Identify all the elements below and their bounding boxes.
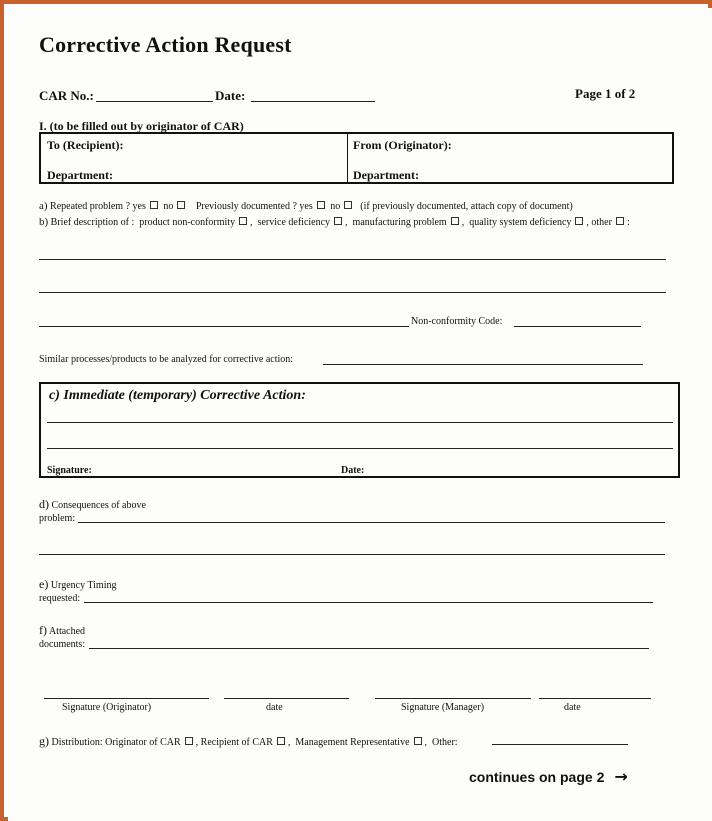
brief-description-label: Brief description of :	[50, 217, 135, 228]
documented-yes-checkbox[interactable]	[317, 201, 325, 209]
distribution-originator-checkbox[interactable]	[185, 737, 193, 745]
other-checkbox[interactable]	[616, 217, 624, 225]
immediate-signature-label: Signature:	[47, 465, 92, 476]
product-nonconformity-checkbox[interactable]	[239, 217, 247, 225]
attach-copy-note: (if previously documented, attach copy of document)	[360, 201, 573, 212]
quality-system-label: quality system deficiency	[469, 217, 572, 228]
distribution-other-field[interactable]	[492, 744, 628, 745]
manager-signature-label: Signature (Manager)	[401, 702, 485, 713]
documented-no-checkbox[interactable]	[344, 201, 352, 209]
urgency-text: Urgency Timing	[50, 580, 117, 591]
repeated-no-label: no	[163, 201, 174, 212]
immediate-date-label: Date:	[341, 465, 365, 476]
similar-processes-label: Similar processes/products to be analyzed for corrective action:	[39, 354, 294, 365]
section-d-prefix: d)	[39, 497, 49, 511]
department-left-label: Department:	[47, 168, 113, 182]
consequences-label-1	[39, 497, 146, 512]
manager-date-field[interactable]	[539, 698, 651, 699]
immediate-action-line-2[interactable]	[47, 448, 673, 449]
distribution-other-label: Other:	[432, 737, 458, 748]
section-e-prefix: e)	[39, 577, 49, 591]
description-line-3[interactable]	[39, 326, 409, 327]
immediate-action-box	[39, 382, 680, 478]
nonconformity-code-label: Non-conformity Code:	[411, 316, 503, 327]
documented-no-label: no	[330, 201, 341, 212]
distribution-mgmt-rep-label: Management Representative	[295, 737, 410, 748]
date-field[interactable]	[251, 101, 375, 102]
nonconformity-code-field[interactable]	[514, 326, 641, 327]
urgency-label-2: requested:	[39, 593, 81, 604]
urgency-field[interactable]	[84, 602, 653, 603]
immediate-action-line-1[interactable]	[47, 422, 673, 423]
page-indicator: Page 1 of 2	[575, 86, 636, 101]
similar-processes-field[interactable]	[323, 364, 643, 365]
consequences-text: Consequences of above	[51, 500, 146, 511]
description-line-2[interactable]	[39, 292, 666, 293]
form-title: Corrective Action Request	[39, 32, 292, 57]
originator-signature-label: Signature (Originator)	[62, 702, 152, 713]
originator-date-label: date	[266, 702, 283, 713]
manufacturing-problem-checkbox[interactable]	[451, 217, 459, 225]
date-label: Date:	[215, 88, 246, 103]
continues-note	[469, 767, 628, 786]
form-page	[8, 8, 712, 821]
section-f-prefix: f)	[39, 623, 47, 637]
car-no-field[interactable]	[96, 101, 213, 102]
distribution-mgmt-rep-checkbox[interactable]	[414, 737, 422, 745]
originator-signature-field[interactable]	[44, 698, 209, 699]
quality-system-checkbox[interactable]	[575, 217, 583, 225]
recipient-originator-box	[39, 132, 674, 184]
attached-text: Attached	[48, 626, 86, 637]
repeated-yes-checkbox[interactable]	[150, 201, 158, 209]
arrow-right-icon: →	[614, 767, 628, 786]
service-deficiency-checkbox[interactable]	[334, 217, 342, 225]
product-nonconformity-label: product non-conformity	[139, 217, 236, 228]
to-recipient-label: To (Recipient):	[47, 138, 124, 152]
other-label: other	[591, 217, 612, 228]
manager-date-label: date	[564, 702, 581, 713]
description-line-1[interactable]	[39, 259, 666, 260]
consequences-field-2[interactable]	[39, 554, 665, 555]
consequences-field-1[interactable]	[78, 522, 665, 523]
from-originator-label: From (Originator):	[353, 138, 452, 152]
repeated-no-checkbox[interactable]	[177, 201, 185, 209]
section-b-line: b) Brief description of : product non-conformity , service deficiency , manufacturing problem , quality system deficiency , other :	[39, 216, 630, 228]
urgency-label-1	[39, 577, 117, 592]
car-no-label: CAR No.:	[39, 88, 94, 103]
box-divider	[347, 134, 348, 182]
attached-label-2: documents:	[39, 639, 86, 650]
distribution-originator-label: Distribution: Originator of CAR	[51, 737, 181, 748]
section-a-line	[39, 200, 573, 212]
manufacturing-problem-label: manufacturing problem	[352, 217, 447, 228]
consequences-label-2: problem:	[39, 513, 76, 524]
originator-date-field[interactable]	[224, 698, 349, 699]
previously-documented-label: Previously documented ? yes	[195, 201, 313, 212]
attached-label-1	[39, 623, 85, 638]
service-deficiency-label: service deficiency	[257, 217, 331, 228]
continues-text: continues on page 2	[469, 769, 605, 785]
department-right-label: Department:	[353, 168, 419, 182]
repeated-problem-label: Repeated problem ? yes	[50, 201, 146, 212]
distribution-recipient-checkbox[interactable]	[277, 737, 285, 745]
distribution-line: g) Distribution: Originator of CAR , Recipient of CAR , Management Representative , Other:	[39, 734, 458, 748]
section-a-prefix: a)	[39, 200, 48, 212]
section-b-prefix: b)	[39, 216, 49, 228]
section-g-prefix: g)	[39, 734, 49, 748]
distribution-recipient-label: Recipient of CAR	[200, 737, 273, 748]
immediate-action-title: c) Immediate (temporary) Corrective Action:	[49, 388, 306, 403]
manager-signature-field[interactable]	[375, 698, 531, 699]
section-1-label: I. (to be filled out by originator of CAR)	[39, 119, 244, 133]
attached-documents-field[interactable]	[89, 648, 649, 649]
